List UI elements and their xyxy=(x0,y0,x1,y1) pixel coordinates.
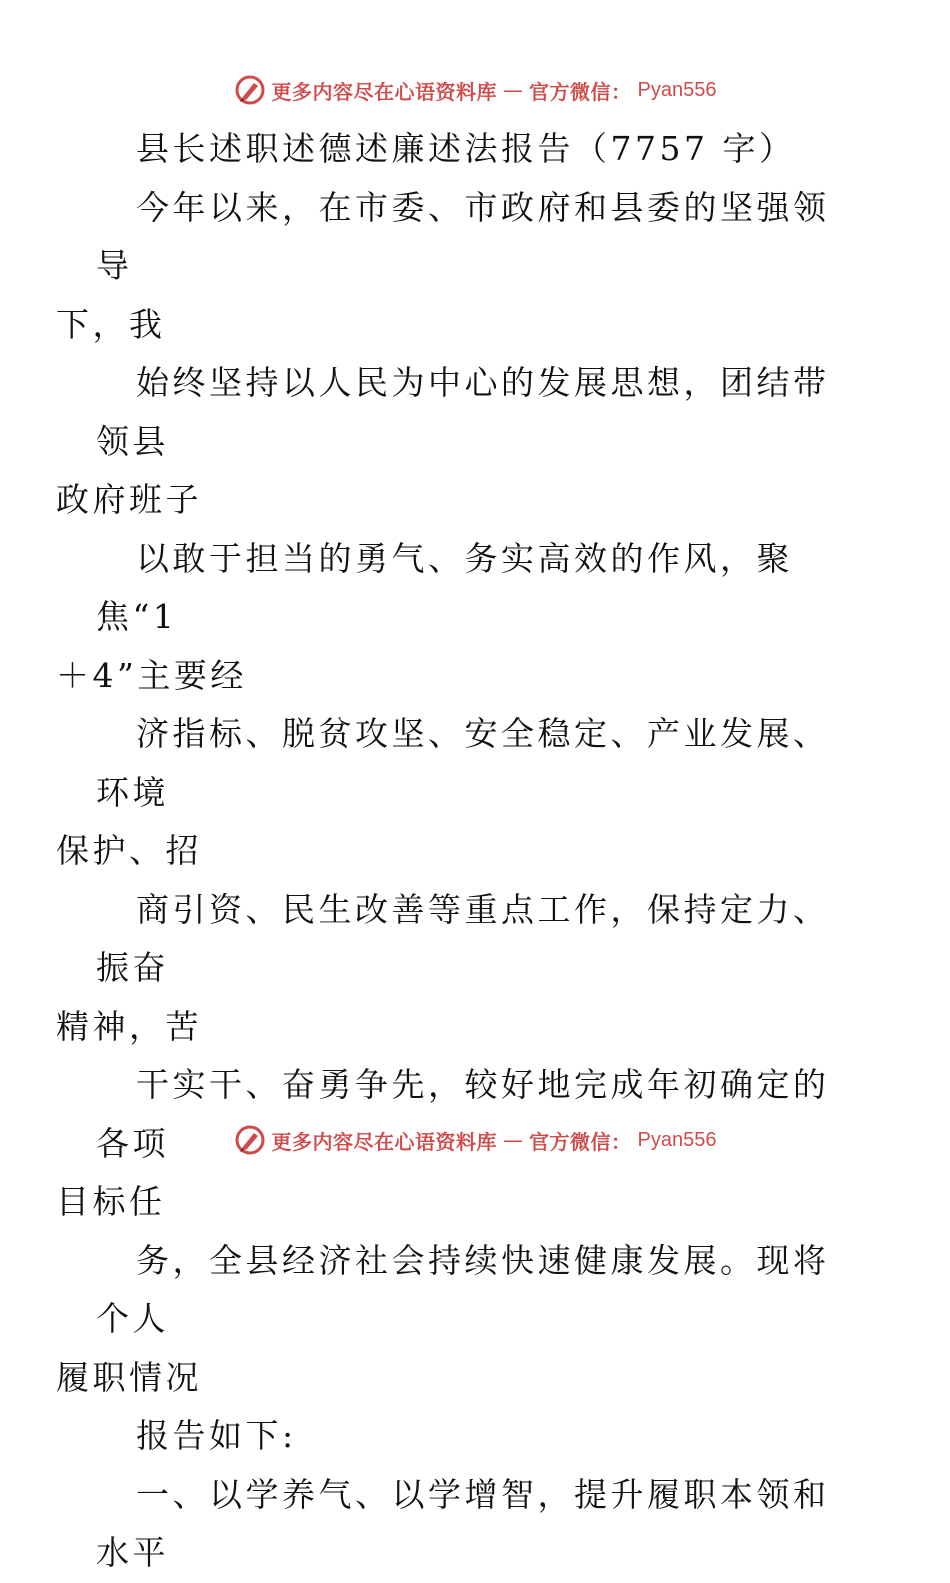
header-slogan: 更多内容尽在心语资料库 xyxy=(271,79,498,104)
header-banner xyxy=(0,70,950,110)
paragraph-wrap-line: 政府班子 xyxy=(56,480,202,519)
header-wechat-label: 官方微信： xyxy=(529,79,632,104)
paragraph-wrap-line: 履职情况 xyxy=(56,1357,202,1397)
paragraph xyxy=(56,1232,856,1408)
paragraph-wrap-line: ＋4”主要经 xyxy=(56,655,247,695)
section-heading xyxy=(96,1466,856,1583)
document-title xyxy=(96,120,856,179)
footer-slogan: 更多内容尽在心语资料库 xyxy=(271,1129,498,1154)
pen-logo-icon xyxy=(234,1124,266,1156)
paragraph xyxy=(56,354,856,530)
paragraph xyxy=(96,1407,856,1466)
paragraph-wrap-line: 目标任 xyxy=(56,1182,166,1221)
paragraph-line: 以敢于担当的勇气、务实高效的作风，聚焦“1 xyxy=(96,538,793,636)
paragraph-line: 务，全县经济社会持续快速健康发展。现将个人 xyxy=(96,1240,830,1338)
paragraph-line: 报告如下: xyxy=(136,1416,297,1455)
pen-logo-icon xyxy=(234,74,266,106)
footer-banner xyxy=(0,1120,950,1160)
paragraph-wrap-line: 精神，苦 xyxy=(56,1006,202,1046)
footer-wechat-account: Pyan556 xyxy=(637,1128,717,1151)
document-title-text: 县长述职述德述廉述法报告（7757 字） xyxy=(136,129,796,168)
document-body xyxy=(56,120,856,1583)
paragraph xyxy=(56,179,856,355)
paragraph-wrap-line: 下，我 xyxy=(56,304,166,344)
paragraph-wrap-line: 保护、招 xyxy=(56,831,202,870)
paragraph-line: 始终坚持以人民为中心的发展思想，团结带领县 xyxy=(96,363,830,461)
paragraph-line: 干实干、奋勇争先，较好地完成年初确定的各项 xyxy=(96,1065,830,1163)
paragraph-line: 济指标、脱贫攻坚、安全稳定、产业发展、环境 xyxy=(96,714,830,812)
paragraph-line: 今年以来，在市委、市政府和县委的坚强领导 xyxy=(96,187,830,285)
footer-dash: — xyxy=(503,1128,524,1152)
header-dash: — xyxy=(503,78,524,102)
section-heading-text: 一、以学养气、以学增智，提升履职本领和水平 xyxy=(96,1474,830,1572)
header-wechat-account: Pyan556 xyxy=(637,78,717,101)
paragraph xyxy=(56,530,856,706)
paragraph xyxy=(56,881,856,1057)
footer-wechat-label: 官方微信： xyxy=(529,1129,632,1154)
paragraph-line: 商引资、民生改善等重点工作，保持定力、振奋 xyxy=(96,889,830,987)
paragraph xyxy=(56,705,856,881)
